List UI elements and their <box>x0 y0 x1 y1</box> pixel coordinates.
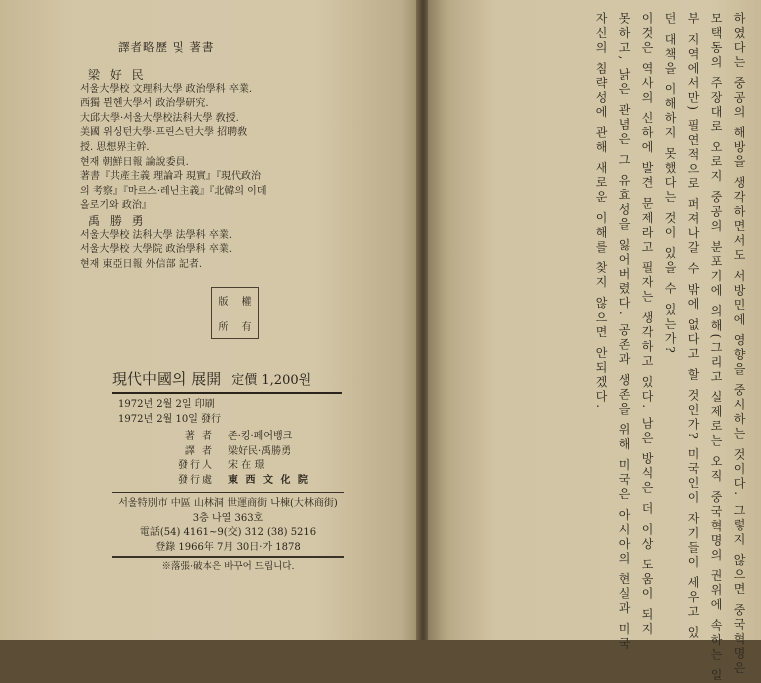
text-column: 이것은 역사의 신하에 발견 문제라고 필자는 생각하고 있다. 남은 방식은 더 이상 도움이 되지 <box>640 12 654 637</box>
bio-line: 美國 위싱턴大學·프린스턴大學 招聘敎 <box>80 127 248 139</box>
text-column: 못하고, 낡은 관념은 그 유효성을 잃어버렸다. 공존과 생존을 위해 미국은 아시아의 현실과 미국 <box>617 12 631 652</box>
translator-heading: 譯者略歷 및 著書 <box>118 40 215 54</box>
bio-line: 서울大學校 文理科大學 政治學科 卒業. <box>80 83 253 95</box>
address-line: 3층 나열 363호 <box>192 512 264 524</box>
credit-value: 존·킹·페어뱅크 <box>228 431 293 442</box>
book-title-line <box>112 368 342 394</box>
credit-label: 發行人 <box>178 460 214 471</box>
credit-label: 譯 者 <box>184 445 214 457</box>
book-title: 現代中國의 展開 <box>112 370 222 388</box>
translator1-name: 梁 好 民 <box>88 68 147 82</box>
publisher-address <box>112 497 344 555</box>
publish-date: 1972년 2월 10일 發行 <box>118 413 222 425</box>
address-line: 登錄 1966年 7月 30日·가 1878 <box>155 541 301 553</box>
text-column: 던 대책을 이해하지 못했다는 것이 있을 수 있는가? <box>663 12 677 356</box>
credit-value: 梁好民·禹勝勇 <box>228 445 292 457</box>
bio-line: 西獨 뮌헨大學서 政治學研究. <box>80 98 209 110</box>
bio-line: 著書『共產主義 理論과 現實』『現代政治 <box>80 171 262 183</box>
bio-line: 현재 東亞日報 外信部 記者. <box>80 258 203 270</box>
credit-value: 宋 在 璟 <box>228 460 265 471</box>
credit-row <box>170 459 310 474</box>
text-column: 모택동의 주장대로 오로지 중공의 분포기에 의해(그리고 실제로는 오직 중국혁명의 권위에 속하는 일 <box>709 12 723 683</box>
text-column: 자신의 침략성에 관해 새로운 이해를 찾지 않으면 안되겠다. <box>594 12 608 411</box>
text-column: 하였다는 중공의 해방을 생각하면서도 서방민에 영향을 중시하는 것이다. 그렇지 않으면 중국혁명은 <box>732 12 746 676</box>
book-price: 定價 1,200원 <box>231 373 312 388</box>
bio-line: 授. 思想界主幹. <box>80 141 150 153</box>
copyright-seal <box>211 287 259 339</box>
print-dates <box>118 398 221 427</box>
bio-line: 서울大學校 法科大學 法學科 卒業. <box>80 229 233 241</box>
bio-line: 大邱大學·서울大學校法科大學 敎授. <box>80 112 239 124</box>
credit-value: 東 西 文 化 院 <box>228 474 310 486</box>
translator1-bio <box>80 68 266 214</box>
credits-block <box>170 430 310 488</box>
seal-char: 所 <box>218 322 229 333</box>
print-date: 1972년 2월 2일 印刷 <box>118 399 215 410</box>
translator2-bio <box>80 214 232 272</box>
credit-row <box>170 474 310 489</box>
address-line: 電話(54) 4161~9(交) 312 (38) 5216 <box>139 527 317 539</box>
seal-char: 權 <box>241 297 252 308</box>
translator2-name: 禹 勝 勇 <box>88 214 147 228</box>
text-column: 부 지역에서만) 필연적으로 퍼져나갈 수 밖에 없다고 할 것인가? 미국인이 자기들이 세우고 있 <box>686 12 700 641</box>
credit-row <box>170 430 310 445</box>
divider-rule <box>112 492 344 493</box>
bio-line: 올로기와 政治』 <box>80 200 152 212</box>
seal-char: 版 <box>218 297 229 308</box>
credit-row <box>170 445 310 460</box>
divider-rule <box>112 556 344 558</box>
bio-line: 의 考察』『마르스·레닌主義』『北韓의 이데 <box>80 185 267 197</box>
seal-char: 有 <box>241 322 252 333</box>
bio-line: 서울大學校 大學院 政治學科 卒業. <box>80 244 233 256</box>
credit-label: 發行處 <box>178 474 214 486</box>
bio-line: 현재 朝鮮日報 論說委員. <box>80 156 189 168</box>
address-line: 서울特別市 中區 山林洞 世運商街 나棟(大林商街) <box>118 498 338 509</box>
credit-label: 著 者 <box>184 431 214 442</box>
footnote: ※落張·破本은 바꾸어 드립니다. <box>161 561 295 572</box>
